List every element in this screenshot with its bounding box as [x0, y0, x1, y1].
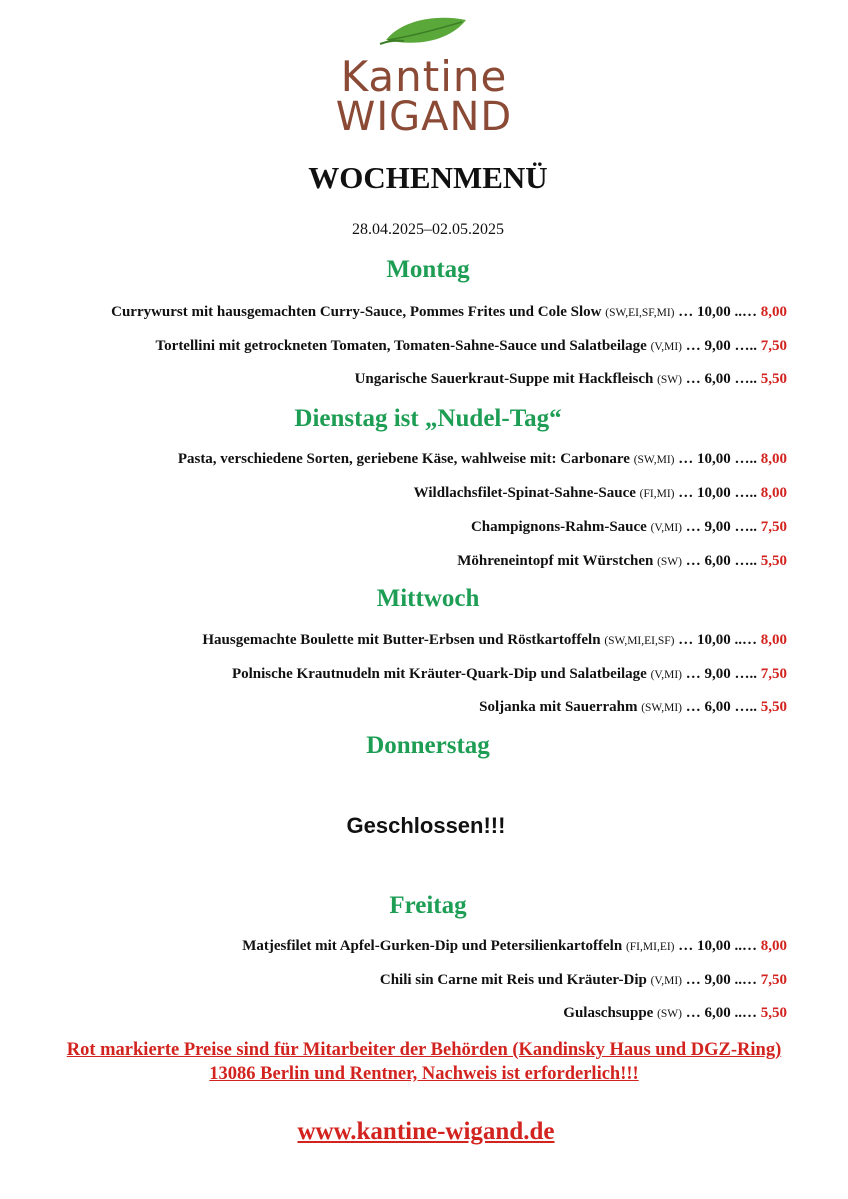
dish-item: [178, 451, 787, 468]
staff-price: 8,00: [760, 304, 787, 320]
logo-text-kantine: Kantine: [340, 52, 508, 101]
dish-price: … 9,00 …..: [685, 666, 757, 682]
dish-price: … 6,00 …..: [685, 699, 757, 715]
allergen-codes: (SW,EI,SF,MI): [605, 307, 675, 319]
staff-price-note-line2: 13086 Berlin und Rentner, Nachweis ist erforderlich!!!: [209, 1064, 639, 1084]
dish-item: [156, 338, 787, 355]
staff-price: 5,50: [760, 553, 787, 569]
page-title: WOCHENMENÜ: [308, 160, 548, 195]
allergen-codes: (SW): [657, 374, 682, 386]
day-heading-freitag: Freitag: [389, 892, 467, 919]
dish-name: Hausgemachte Boulette mit Butter-Erbsen und Röstkartoffeln: [202, 632, 601, 648]
dish-item: [414, 485, 787, 502]
dish-item: [563, 1005, 787, 1022]
dish-price: … 9,00 ..…: [685, 972, 757, 988]
allergen-codes: (V,MI): [650, 341, 682, 353]
dish-price: … 10,00 ..…: [678, 938, 757, 954]
staff-price: 8,00: [760, 451, 787, 467]
dish-name: Ungarische Sauerkraut-Suppe mit Hackfleisch: [354, 371, 654, 387]
dish-name: Currywurst mit hausgemachten Curry-Sauce, Pommes Frites und Cole Slow: [111, 304, 602, 320]
staff-price: 7,50: [760, 338, 787, 354]
dish-name: Wildlachsfilet-Spinat-Sahne-Sauce: [413, 485, 636, 501]
day-heading-montag: Montag: [386, 256, 470, 283]
day-heading-mittwoch: Mittwoch: [376, 585, 480, 612]
dish-name: Möhreneintopf mit Würstchen: [457, 553, 654, 569]
allergen-codes: (FI,MI,EI): [625, 941, 675, 953]
allergen-codes: (SW,MI,EI,SF): [604, 635, 675, 647]
dish-price: … 10,00 ..…: [678, 632, 757, 648]
staff-price: 8,00: [760, 485, 787, 501]
logo-text-wigand: WIGAND: [335, 94, 513, 140]
closed-notice: Geschlossen!!!: [346, 813, 506, 838]
staff-price: 5,50: [760, 371, 787, 387]
allergen-codes: (V,MI): [650, 975, 682, 987]
dish-item: [202, 632, 787, 649]
dish-price: … 9,00 …..: [685, 338, 757, 354]
staff-price: 8,00: [760, 938, 787, 954]
allergen-codes: (V,MI): [650, 522, 682, 534]
dish-price: … 10,00 …..: [678, 451, 757, 467]
dish-price: … 6,00 …..: [685, 553, 757, 569]
leaf-icon: [374, 14, 474, 54]
staff-price: 7,50: [760, 519, 787, 535]
allergen-codes: (SW,MI): [633, 454, 675, 466]
dish-item: [232, 666, 787, 683]
website-link[interactable]: www.kantine-wigand.de: [297, 1118, 555, 1145]
staff-price: 5,50: [760, 699, 787, 715]
staff-price-note-line1: Rot markierte Preise sind für Mitarbeiter der Behörden (Kandinsky Haus und DGZ-Ring): [66, 1040, 782, 1060]
allergen-codes: (SW): [657, 1008, 682, 1020]
staff-price: 8,00: [760, 632, 787, 648]
day-heading-dienstag: Dienstag ist „Nudel-Tag“: [294, 405, 562, 432]
dish-name: Pasta, verschiedene Sorten, geriebene Käse, wahlweise mit: Carbonare: [177, 451, 630, 467]
dish-price: … 10,00 …..: [678, 485, 757, 501]
dish-item: [355, 371, 787, 388]
staff-price: 7,50: [760, 972, 787, 988]
dish-item: [111, 304, 787, 321]
staff-price: 7,50: [760, 666, 787, 682]
allergen-codes: (FI,MI): [639, 488, 675, 500]
dish-item: [242, 938, 787, 955]
dish-price: … 9,00 …..: [685, 519, 757, 535]
dish-name: Matjesfilet mit Apfel-Gurken-Dip und Petersilienkartoffeln: [242, 938, 623, 954]
dish-name: Champignons-Rahm-Sauce: [470, 519, 647, 535]
dish-name: Polnische Krautnudeln mit Kräuter-Quark-Dip und Salatbeilage: [231, 666, 651, 682]
dish-price: … 10,00 ..…: [678, 304, 757, 320]
allergen-codes: (SW,MI): [641, 702, 682, 714]
allergen-codes: (SW): [657, 556, 682, 568]
dish-item: [479, 699, 787, 716]
dish-item: [457, 553, 787, 570]
allergen-codes: (V,MI): [650, 669, 682, 681]
day-heading-donnerstag: Donnerstag: [366, 732, 490, 759]
dish-price: … 6,00 ..…: [685, 1005, 757, 1021]
dish-name: Gulaschsuppe: [563, 1005, 654, 1021]
dish-name: Soljanka mit Sauerrahm: [479, 699, 638, 715]
dish-price: … 6,00 …..: [685, 371, 757, 387]
dish-item: [471, 519, 787, 536]
staff-price: 5,50: [760, 1005, 787, 1021]
dish-item: [380, 972, 787, 989]
date-range: 28.04.2025–02.05.2025: [352, 221, 504, 238]
dish-name: Chili sin Carne mit Reis und Kräuter-Dip: [379, 972, 647, 988]
dish-name: Tortellini mit getrockneten Tomaten, Tomaten-Sahne-Sauce und Salatbeilage: [155, 338, 647, 354]
